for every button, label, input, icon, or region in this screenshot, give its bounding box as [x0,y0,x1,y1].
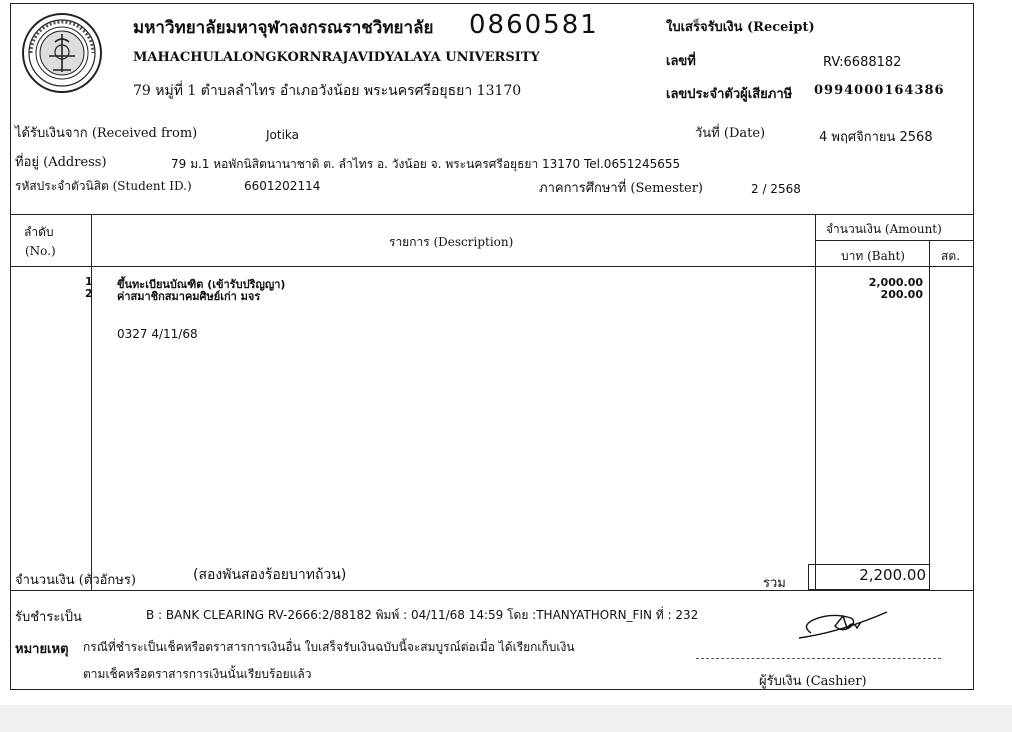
university-name-en: MAHACHULALONGKORNRAJAVIDYALAYA UNIVERSITY [133,50,540,65]
table-bottom-border [11,590,973,591]
item-amount: 200.00 [880,288,923,301]
item-amount: 2,000.00 [868,276,923,289]
amount-header: จำนวนเงิน (Amount) [826,222,942,236]
signature-line [696,658,941,659]
payment-value: B : BANK CLEARING RV-2666:2/88182 พิมพ์ : 04/11/68 14:59 โดย :THANYATHORN_FIN ที่ : 232 [146,608,699,622]
received-from-label: ได้รับเงินจาก (Received from) [15,126,198,141]
remark-line1: กรณีที่ชำระเป็นเช็คหรือตราสารการเงินอื่น ใบเสร็จรับเงินฉบับนี้จะสมบูรณ์ต่อเมื่อ ได้เรียกเก็บเงิน [83,640,575,654]
item-note: 0327 4/11/68 [117,327,198,341]
cashier-label: ผู้รับเงิน (Cashier) [759,674,867,689]
item-description: ค่าสมาชิกสมาคมศิษย์เก่า มจร [117,290,261,303]
student-id-value: 6601202114 [244,179,321,193]
university-seal-icon [21,12,103,94]
receipt [10,3,974,690]
amount-subheader-border [815,240,973,241]
remark-label: หมายเหตุ [15,642,69,657]
no-header-en: (No.) [25,244,56,258]
university-address: 79 หมู่ที่ 1 ตำบลลำไทร อำเภอวังน้อย พระนครศรีอยุธยา 13170 [133,83,522,99]
student-id-label: รหัสประจำตัวนิสิต (Student ID.) [15,179,192,193]
address-label: ที่อยู่ (Address) [15,155,107,170]
no-column-border [91,214,92,590]
table-header-border [11,266,973,267]
tax-id-value: 0994000164386 [814,83,945,98]
semester-value: 2 / 2568 [751,182,801,196]
item-description: ขึ้นทะเบียนบัณฑิต (เข้ารับปริญญา) [117,278,286,291]
date-label: วันที่ (Date) [695,126,766,141]
semester-label: ภาคการศึกษาที่ (Semester) [539,181,703,196]
viewer-footer [0,705,1012,732]
receipt-number-value: RV:6688182 [823,55,902,70]
tax-id-label: เลขประจำตัวผู้เสียภาษี [666,87,793,102]
amount-column-border [815,214,816,590]
satang-header: สต. [941,249,960,263]
receipt-number-label: เลขที่ [666,54,696,69]
receipt-title: ใบเสร็จรับเงิน (Receipt) [666,20,815,35]
description-header: รายการ (Description) [389,235,514,249]
document-number: 0860581 [469,10,599,40]
item-no: 2 [85,287,93,300]
university-name-th: มหาวิทยาลัยมหาจุฬาลงกรณราชวิทยาลัย [133,18,434,38]
table-top-border [11,214,973,215]
address-value: 79 ม.1 หอพักนิสิตนานาชาติ ต. ลำไทร อ. วังน้อย จ. พระนครศรีอยุธยา 13170 Tel.0651245655 [171,157,681,171]
no-header-th: ลำดับ [24,225,54,239]
cashier-signature [791,598,891,648]
amount-in-words-value: (สองพันสองร้อยบาทถ้วน) [193,567,347,583]
item-no: 1 [85,275,93,288]
total-value: 2,200.00 [859,566,926,584]
date-value: 4 พฤศจิกายน 2568 [819,130,933,145]
remark-line2: ตามเช็คหรือตราสารการเงินนั้นเรียบร้อยแล้ว [83,667,312,681]
baht-header: บาท (Baht) [841,249,905,263]
amount-in-words-label: จำนวนเงิน (ตัวอักษร) [15,573,136,588]
received-from-value: Jotika [266,128,300,142]
payment-label: รับชำระเป็น [15,610,82,625]
total-label: รวม [763,576,786,591]
satang-column-border [929,240,930,590]
